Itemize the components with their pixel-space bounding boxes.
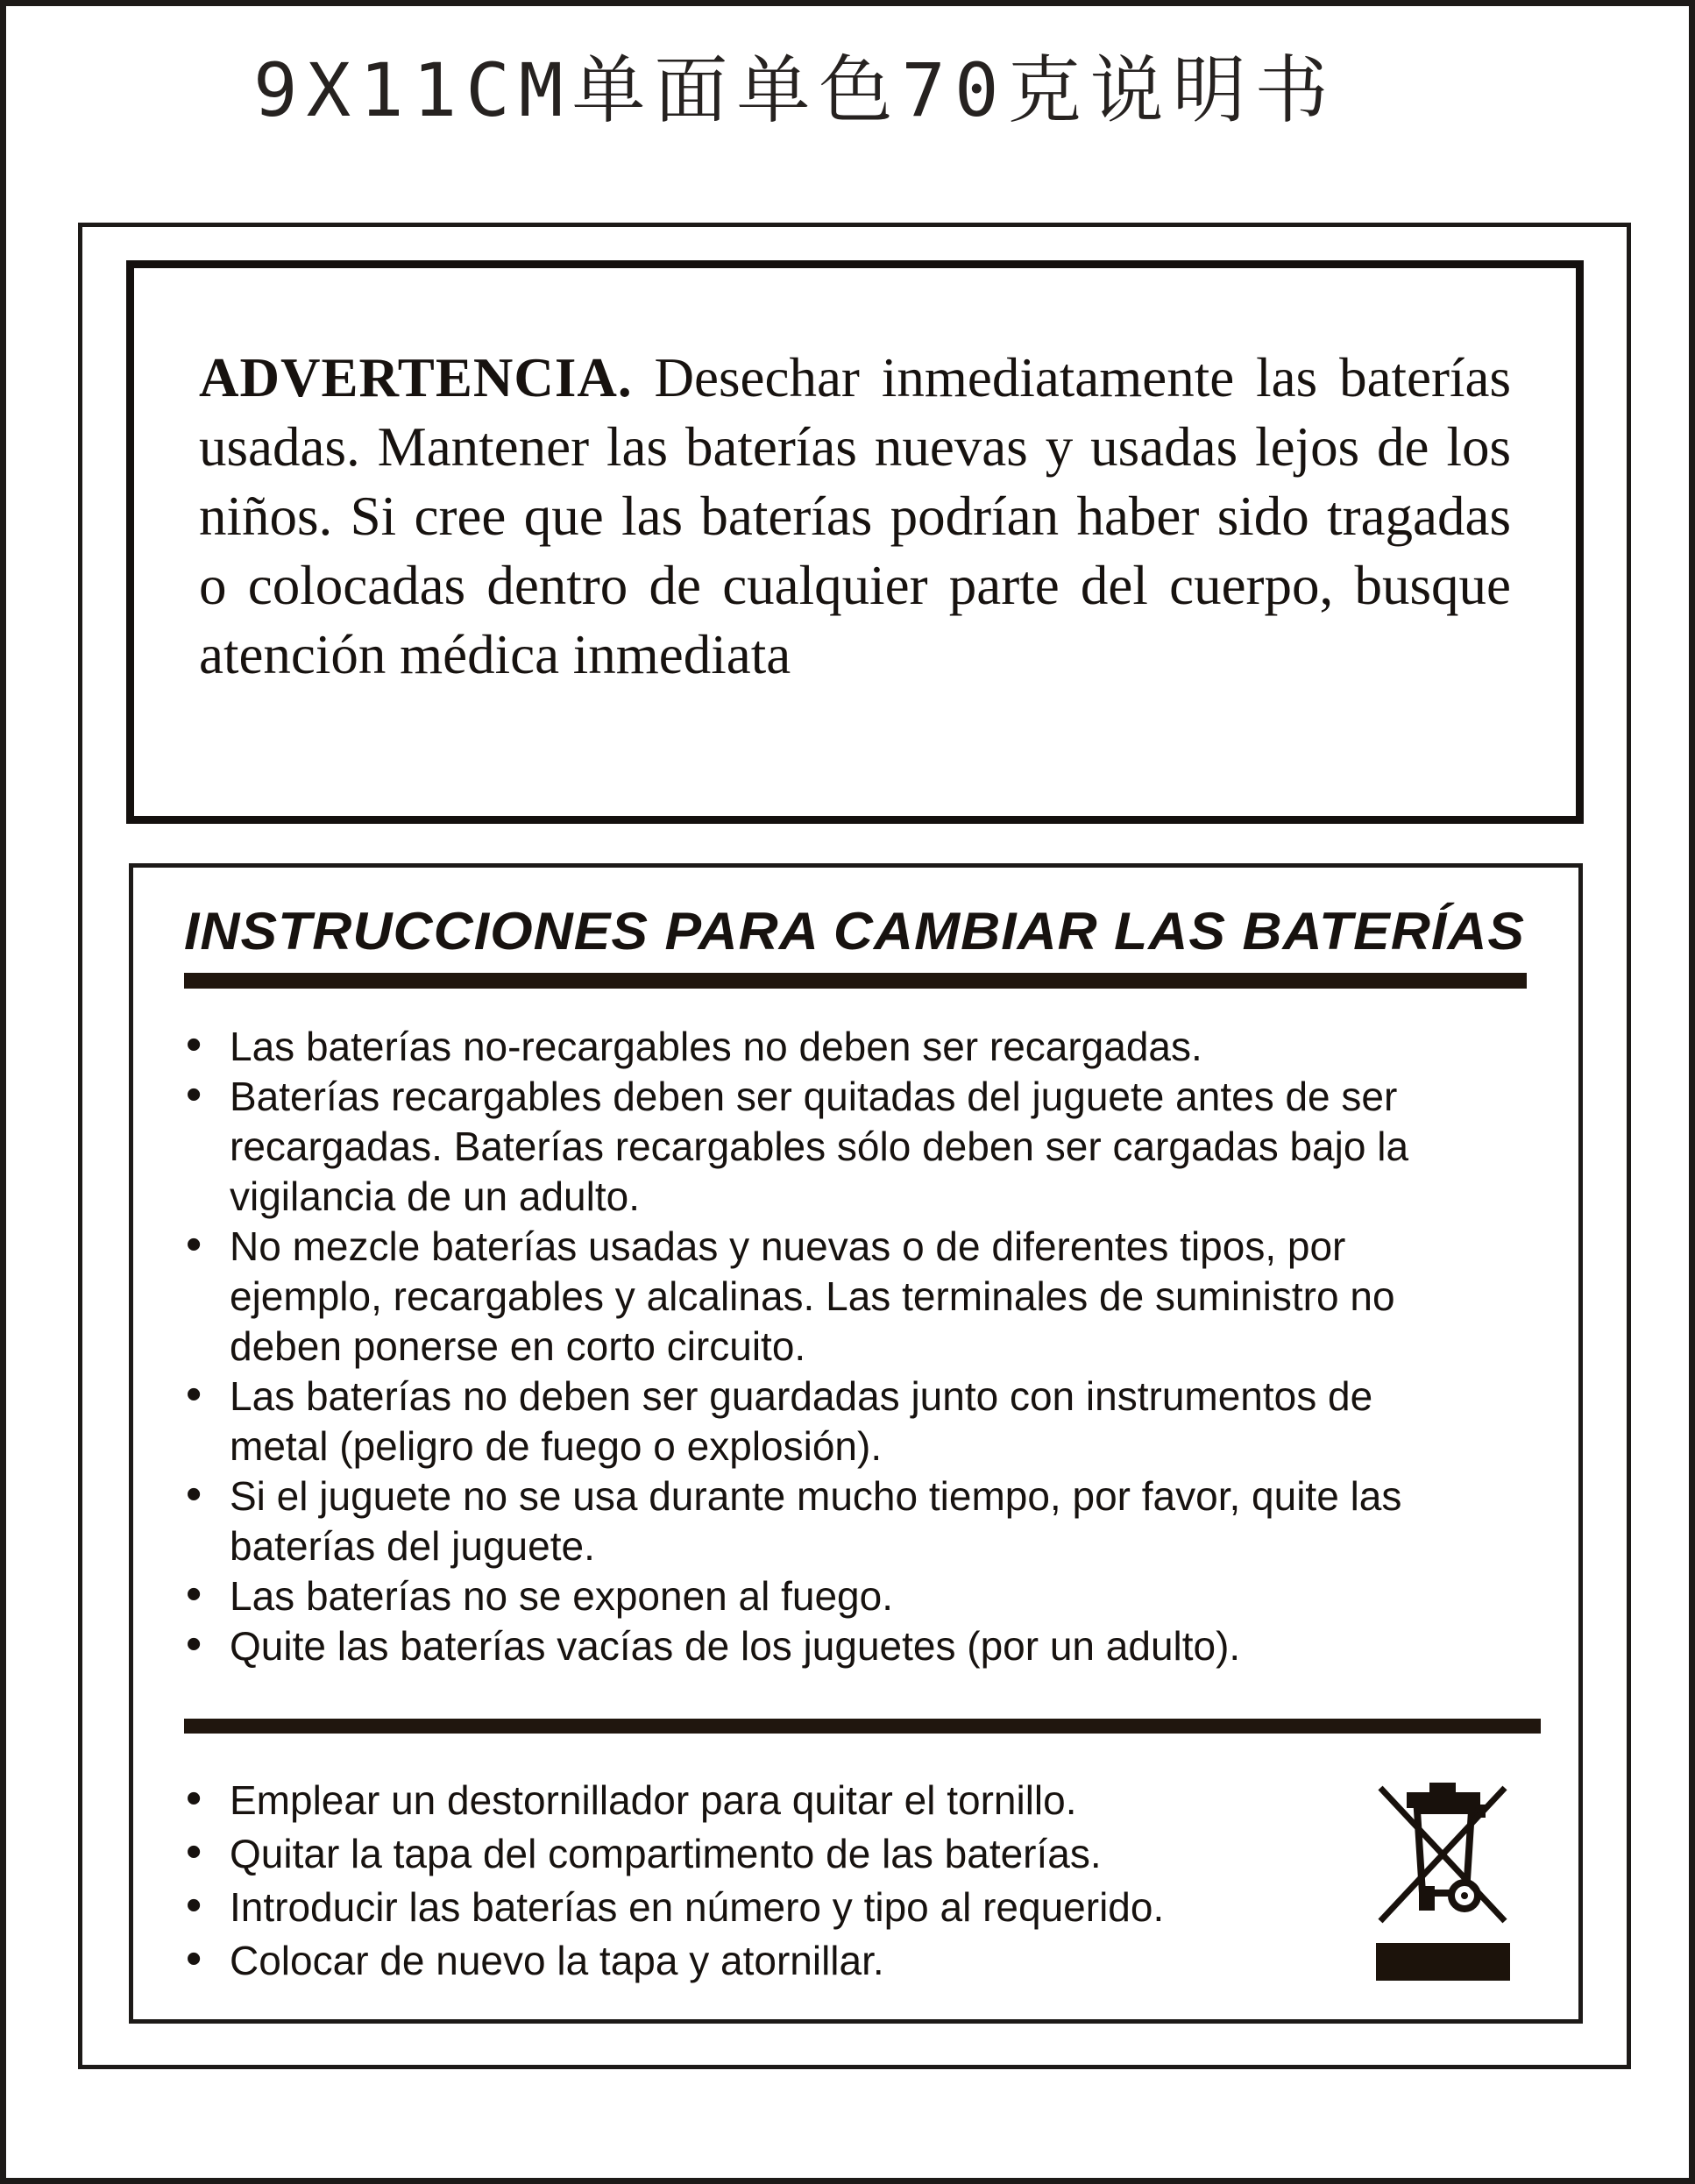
instructions-box (129, 863, 1583, 2024)
list-item: • Quite las baterías vacías de los juguetes (por un adulto). (184, 1621, 1466, 1671)
list-item: • Emplear un destornillador para quitar el tornillo. (184, 1774, 1280, 1827)
list-item: • Si el juguete no se usa durante mucho tiempo, por favor, quite las baterías del juguete. (184, 1471, 1466, 1571)
list-item: • Las baterías no deben ser guardadas junto con instrumentos de metal (peligro de fuego o explosión). (184, 1372, 1466, 1471)
page-title: 9X11CM单面单色70克说明书 (253, 47, 1337, 133)
battery-warning-list (184, 1022, 1528, 1671)
warning-paragraph (199, 344, 1511, 690)
list-item: • Baterías recargables deben ser quitadas del juguete antes de ser recargadas. Baterías recargables sólo deben ser cargadas bajo la vigilancia de un adulto. (184, 1072, 1466, 1222)
list-item: • Colocar de nuevo la tapa y atornillar. (184, 1934, 1280, 1988)
weee-crossed-out-wheeled-bin-icon (1373, 1781, 1514, 1981)
list-item: • No mezcle baterías usadas y nuevas o de diferentes tipos, por ejemplo, recargables y alcalinas. Las terminales de suministro no deben ponerse en corto circuito. (184, 1222, 1466, 1372)
list-item: • Las baterías no-recargables no deben ser recargadas. (184, 1022, 1466, 1072)
replacement-steps-list (184, 1774, 1280, 1988)
section-divider (184, 1719, 1541, 1734)
warning-body: Desechar inmediatamente las baterías usadas. Mantener las baterías nuevas y usadas lejos de los niños. Si cree que las baterías podrían haber sido tragadas o colocadas dentro de cualquier parte del cuerpo, busque atención médica inmediata (199, 347, 1511, 685)
list-item: • Las baterías no se exponen al fuego. (184, 1571, 1466, 1621)
warning-lead: ADVERTENCIA. (199, 347, 633, 408)
list-item: • Quitar la tapa del compartimento de las baterías. (184, 1827, 1280, 1881)
heading-underline (184, 973, 1527, 989)
list-item: • Introducir las baterías en número y tipo al requerido. (184, 1881, 1280, 1934)
warning-box (126, 260, 1584, 824)
instructions-heading: INSTRUCCIONES PARA CAMBIAR LAS BATERÍAS (184, 902, 1526, 961)
